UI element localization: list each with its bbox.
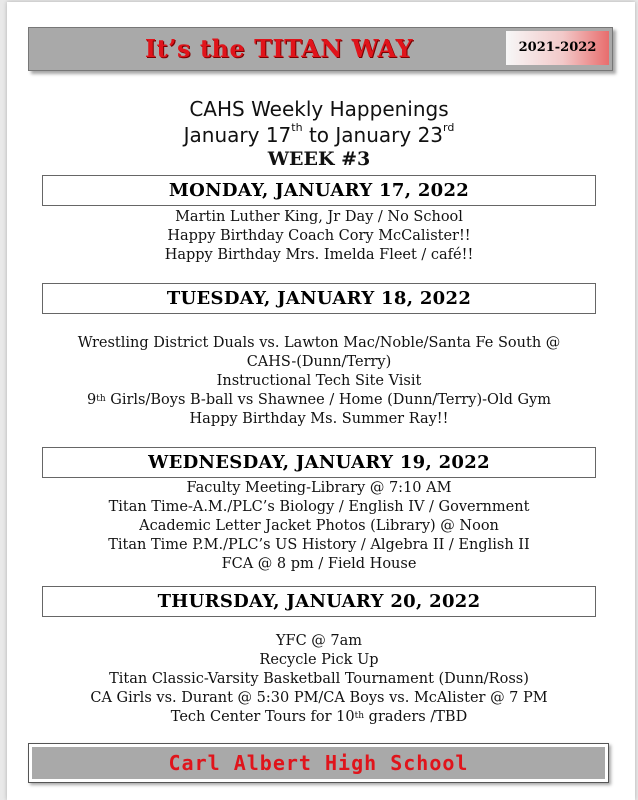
thursday-events <box>0 632 638 727</box>
event-line: Titan Classic-Varsity Basketball Tournament (Dunn/Ross) <box>109 671 529 687</box>
monday-events <box>0 208 638 265</box>
event-line: YFC @ 7am <box>275 633 363 649</box>
header-banner <box>28 27 613 71</box>
wednesday-events <box>0 479 638 574</box>
event-line: Faculty Meeting-Library @ 7:10 AM <box>186 480 452 496</box>
week-number: WEEK #3 <box>267 148 371 170</box>
event-line: Wrestling District Duals vs. Lawton Mac/Noble/Santa Fe South @ <box>77 335 561 351</box>
footer-banner <box>28 743 609 783</box>
event-line: Tech Center Tours for 10th graders /TBD <box>170 709 468 725</box>
tuesday-events <box>0 334 638 429</box>
event-line: Happy Birthday Ms. Summer Ray!! <box>189 411 449 427</box>
day-header-monday: MONDAY, JANUARY 17, 2022 <box>42 175 596 206</box>
event-line: Martin Luther King, Jr Day / No School <box>175 209 463 225</box>
banner-title: It’s the TITAN WAY <box>144 34 414 63</box>
event-line: Happy Birthday Coach Cory McCalister!! <box>167 228 471 244</box>
event-line: Titan Time-A.M./PLC’s Biology / English IV / Government <box>108 499 530 515</box>
event-line: CAHS-(Dunn/Terry) <box>246 354 392 370</box>
day-header-thursday: THURSDAY, JANUARY 20, 2022 <box>42 586 596 617</box>
event-line: Instructional Tech Site Visit <box>216 373 422 389</box>
event-line: Titan Time P.M./PLC’s US History / Algebra II / English II <box>108 537 530 553</box>
weekly-happenings-heading: CAHS Weekly Happenings <box>189 97 449 121</box>
school-name: Carl Albert High School <box>32 747 605 779</box>
event-line: FCA @ 8 pm / Field House <box>221 556 417 572</box>
date-range: January 17th to January 23rd <box>183 121 455 147</box>
event-line: Academic Letter Jacket Photos (Library) @ Noon <box>139 518 499 534</box>
day-header-wednesday: WEDNESDAY, JANUARY 19, 2022 <box>42 447 596 478</box>
event-line: Happy Birthday Mrs. Imelda Fleet / café!! <box>164 247 474 263</box>
event-line: CA Girls vs. Durant @ 5:30 PM/CA Boys vs. McAlister @ 7 PM <box>90 690 548 706</box>
school-year-badge: 2021-2022 <box>506 31 609 65</box>
day-header-tuesday: TUESDAY, JANUARY 18, 2022 <box>42 283 596 314</box>
event-line: Recycle Pick Up <box>259 652 379 668</box>
event-line: 9th Girls/Boys B-ball vs Shawnee / Home (Dunn/Terry)-Old Gym <box>87 392 551 408</box>
